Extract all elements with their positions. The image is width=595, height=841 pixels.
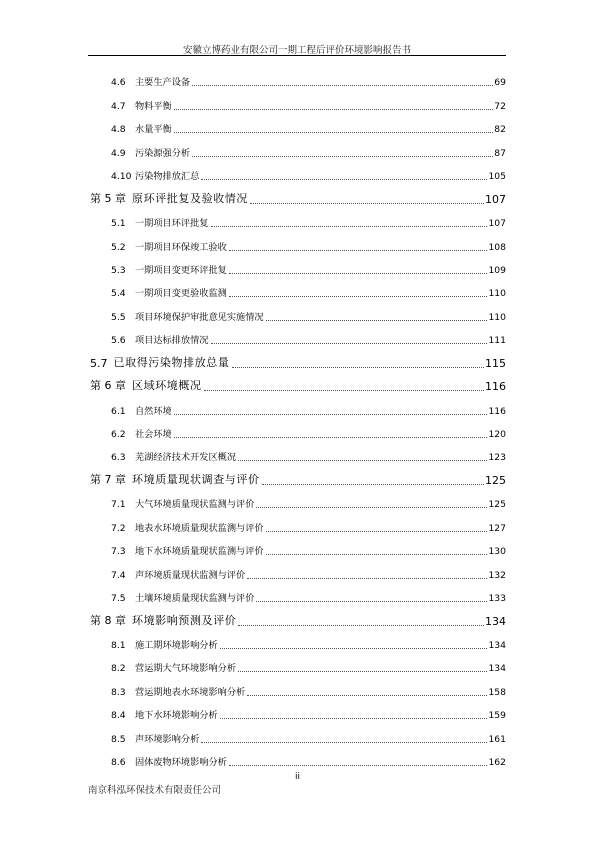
toc-entry-title: 一期项目环保竣工验收: [135, 241, 227, 253]
running-header: 安徽立博药业有限公司一期工程后评价环境影响报告书: [182, 45, 411, 56]
toc-entry-page: 87: [494, 147, 506, 159]
toc-entry-title: 地下水环境影响分析: [135, 710, 218, 722]
toc-entry-number: 4.7: [111, 100, 126, 112]
toc-entry-title: 水量平衡: [135, 124, 172, 136]
toc-dot-leader: [174, 132, 494, 133]
toc-dot-leader: [174, 109, 494, 110]
toc-section-entry[interactable]: [0, 279, 595, 302]
toc-section-entry[interactable]: [0, 443, 595, 466]
toc-dot-leader: [229, 296, 488, 297]
toc-dot-leader: [174, 437, 488, 438]
toc-dot-leader: [266, 320, 488, 321]
toc-entry-page: 162: [488, 757, 506, 769]
toc-dot-leader: [220, 718, 488, 719]
toc-entry-number: 8.5: [111, 733, 126, 745]
toc-entry-page: 134: [485, 614, 506, 628]
toc-entry-title: 主要生产设备: [135, 77, 191, 89]
toc-section-entry[interactable]: [0, 748, 595, 771]
header-rule: [88, 55, 506, 56]
toc-entry-title: 项目达标排放情况: [135, 335, 209, 347]
toc-section-entry[interactable]: [0, 138, 595, 161]
toc-dot-leader: [229, 273, 488, 274]
toc-entry-page: 116: [488, 405, 506, 417]
toc-entry-page: 111: [488, 335, 506, 347]
toc-entry-number: 第 5 章: [90, 191, 126, 205]
toc-section-entry[interactable]: [0, 513, 595, 536]
toc-entry-page: 134: [488, 663, 506, 675]
toc-dot-leader: [174, 414, 488, 415]
toc-entry-page: 127: [488, 522, 506, 534]
toc-section-entry[interactable]: [0, 209, 595, 232]
toc-section-entry[interactable]: [0, 302, 595, 325]
toc-entry-page: 133: [488, 593, 506, 605]
toc-section-entry[interactable]: [0, 654, 595, 677]
toc-entry-title: 芜湖经济技术开发区概况: [135, 452, 237, 464]
toc-section-entry[interactable]: [0, 584, 595, 607]
toc-section-entry[interactable]: [0, 232, 595, 255]
toc-entry-title: 自然环境: [135, 405, 172, 417]
toc-section-entry[interactable]: [0, 162, 595, 185]
toc-entry-title: 区域环境概况: [132, 379, 202, 393]
toc-dot-leader: [266, 531, 488, 532]
toc-dot-leader: [192, 156, 493, 157]
toc-entry-number: 7.3: [111, 546, 126, 558]
toc-entry-page: 159: [488, 710, 506, 722]
toc-entry-number: 5.1: [111, 218, 126, 230]
toc-entry-page: 161: [488, 733, 506, 745]
toc-section-entry[interactable]: [0, 115, 595, 138]
toc-dot-leader: [232, 367, 485, 368]
toc-section-entry[interactable]: [0, 677, 595, 700]
toc-entry-number: 4.8: [111, 124, 126, 136]
toc-entry-page: 130: [488, 546, 506, 558]
toc-entry-number: 4.6: [111, 77, 126, 89]
toc-entry-title: 污染物排放汇总: [135, 171, 200, 183]
toc-entry-title: 地表水环境质量现状监测与评价: [135, 522, 264, 534]
toc-entry-number: 第 7 章: [90, 472, 126, 486]
toc-entry-number: 第 6 章: [90, 379, 126, 393]
toc-section-entry[interactable]: [0, 724, 595, 747]
toc-chapter-entry[interactable]: [0, 466, 595, 489]
toc-entry-page: 107: [485, 192, 506, 206]
toc-entry-number: 5.2: [111, 241, 126, 253]
toc-entry-page: 132: [488, 569, 506, 581]
toc-dot-leader: [247, 578, 487, 579]
toc-entry-title: 原环评批复及验收情况: [132, 191, 248, 205]
toc-entry-page: 110: [488, 288, 506, 300]
toc-entry-number: 6.2: [111, 429, 126, 440]
toc-entry-title: 营运期地表水环境影响分析: [135, 686, 246, 698]
toc-dot-leader: [192, 85, 493, 86]
toc-section-entry[interactable]: [0, 420, 595, 443]
toc-chapter-entry[interactable]: [0, 607, 595, 630]
toc-entry-page: 134: [488, 639, 506, 651]
toc-entry-number: 6.1: [111, 405, 126, 417]
toc-entry-number: 5.4: [111, 288, 126, 300]
toc-section-entry[interactable]: [0, 68, 595, 91]
toc-entry-title: 营运期大气环境影响分析: [135, 663, 237, 675]
toc-dot-leader: [238, 625, 484, 626]
toc-dot-leader: [201, 742, 487, 743]
toc-dot-leader: [256, 507, 487, 508]
toc-entry-number: 8.1: [111, 639, 126, 651]
toc-dot-leader: [220, 648, 488, 649]
toc-entry-number: 6.3: [111, 452, 126, 464]
toc-entry-number: 5.5: [111, 311, 126, 323]
toc-dot-leader: [211, 343, 488, 344]
toc-entry-title: 施工期环境影响分析: [135, 639, 218, 651]
toc-entry-title: 项目环境保护审批意见实施情况: [135, 311, 264, 323]
toc-entry-title: 土壤环境质量现状监测与评价: [135, 593, 255, 605]
toc-entry-number: 第 8 章: [90, 613, 126, 627]
toc-entry-title: 污染源强分析: [135, 147, 191, 159]
toc-entry-number: 7.4: [111, 569, 126, 581]
toc-entry-page: 110: [488, 311, 506, 323]
toc-entry-number: 5.3: [111, 264, 126, 276]
toc-dot-leader: [247, 695, 487, 696]
toc-entry-title: 物料平衡: [135, 100, 172, 112]
toc-entry-number: 8.4: [111, 710, 126, 722]
toc-entry-number: 5.6: [111, 335, 126, 347]
toc-entry-number: 8.6: [111, 757, 126, 769]
toc-entry-page: 82: [494, 124, 506, 136]
toc-entry-page: 108: [488, 241, 506, 253]
toc-entry-number: 4.9: [111, 147, 126, 159]
toc-chapter-entry[interactable]: [0, 349, 595, 372]
page-number: ii: [294, 772, 300, 782]
toc-section-entry[interactable]: [0, 256, 595, 279]
toc-entry-number: 8.3: [111, 686, 126, 698]
toc-section-entry[interactable]: [0, 326, 595, 349]
toc-section-entry[interactable]: [0, 490, 595, 513]
toc-entry-page: 158: [488, 686, 506, 698]
toc-entry-number: 4.10: [111, 171, 132, 183]
toc-entry-title: 声环境影响分析: [135, 733, 200, 745]
toc-dot-leader: [238, 671, 487, 672]
toc-entry-title: 固体废物环境影响分析: [135, 757, 227, 769]
toc-section-entry[interactable]: [0, 701, 595, 724]
toc-entry-title: 一期项目变更环评批复: [135, 264, 227, 276]
toc-entry-number: 5.7: [90, 356, 108, 370]
toc-entry-number: 8.2: [111, 663, 126, 675]
toc-entry-page: 115: [485, 356, 506, 370]
toc-entry-title: 声环境质量现状监测与评价: [135, 569, 246, 581]
toc-entry-number: 7.1: [111, 499, 126, 511]
toc-entry-page: 125: [488, 499, 506, 511]
toc-dot-leader: [229, 765, 488, 766]
toc-dot-leader: [229, 250, 488, 251]
toc-entry-title: 环境影响预测及评价: [132, 613, 237, 627]
toc-entry-page: 123: [488, 452, 506, 464]
toc-entry-title: 环境质量现状调查与评价: [132, 472, 260, 486]
toc-entry-number: 7.2: [111, 522, 126, 534]
footer-company: 南京科泓环保技术有限责任公司: [88, 785, 222, 796]
toc-section-entry[interactable]: [0, 396, 595, 419]
toc-section-entry[interactable]: [0, 631, 595, 654]
toc-section-entry[interactable]: [0, 537, 595, 560]
toc-entry-page: 107: [488, 218, 506, 230]
toc-dot-leader: [211, 226, 488, 227]
toc-entry-title: 已取得污染物排放总量: [113, 355, 230, 369]
toc-entry-title: 一期项目变更验收监测: [135, 288, 227, 300]
toc-dot-leader: [238, 460, 487, 461]
toc-dot-leader: [256, 601, 487, 602]
toc-entry-page: 109: [488, 264, 506, 276]
toc-dot-leader: [250, 203, 484, 204]
toc-dot-leader: [204, 390, 484, 391]
toc-dot-leader: [262, 484, 484, 485]
toc-chapter-entry[interactable]: [0, 185, 595, 208]
toc-entry-title: 地下水环境质量现状监测与评价: [135, 546, 264, 558]
toc-section-entry[interactable]: [0, 560, 595, 583]
toc-dot-leader: [201, 179, 487, 180]
toc-section-entry[interactable]: [0, 91, 595, 114]
table-of-contents: [0, 68, 595, 771]
toc-entry-page: 120: [488, 429, 506, 440]
toc-entry-title: 大气环境质量现状监测与评价: [135, 499, 255, 511]
toc-entry-page: 72: [494, 100, 506, 112]
toc-entry-page: 116: [485, 380, 506, 394]
toc-chapter-entry[interactable]: [0, 373, 595, 396]
toc-entry-page: 105: [488, 171, 506, 183]
toc-dot-leader: [266, 554, 488, 555]
toc-entry-title: 社会环境: [135, 429, 172, 440]
toc-entry-title: 一期项目环评批复: [135, 218, 209, 230]
toc-entry-number: 7.5: [111, 593, 126, 605]
toc-entry-page: 69: [494, 77, 506, 89]
toc-entry-page: 125: [485, 473, 506, 487]
